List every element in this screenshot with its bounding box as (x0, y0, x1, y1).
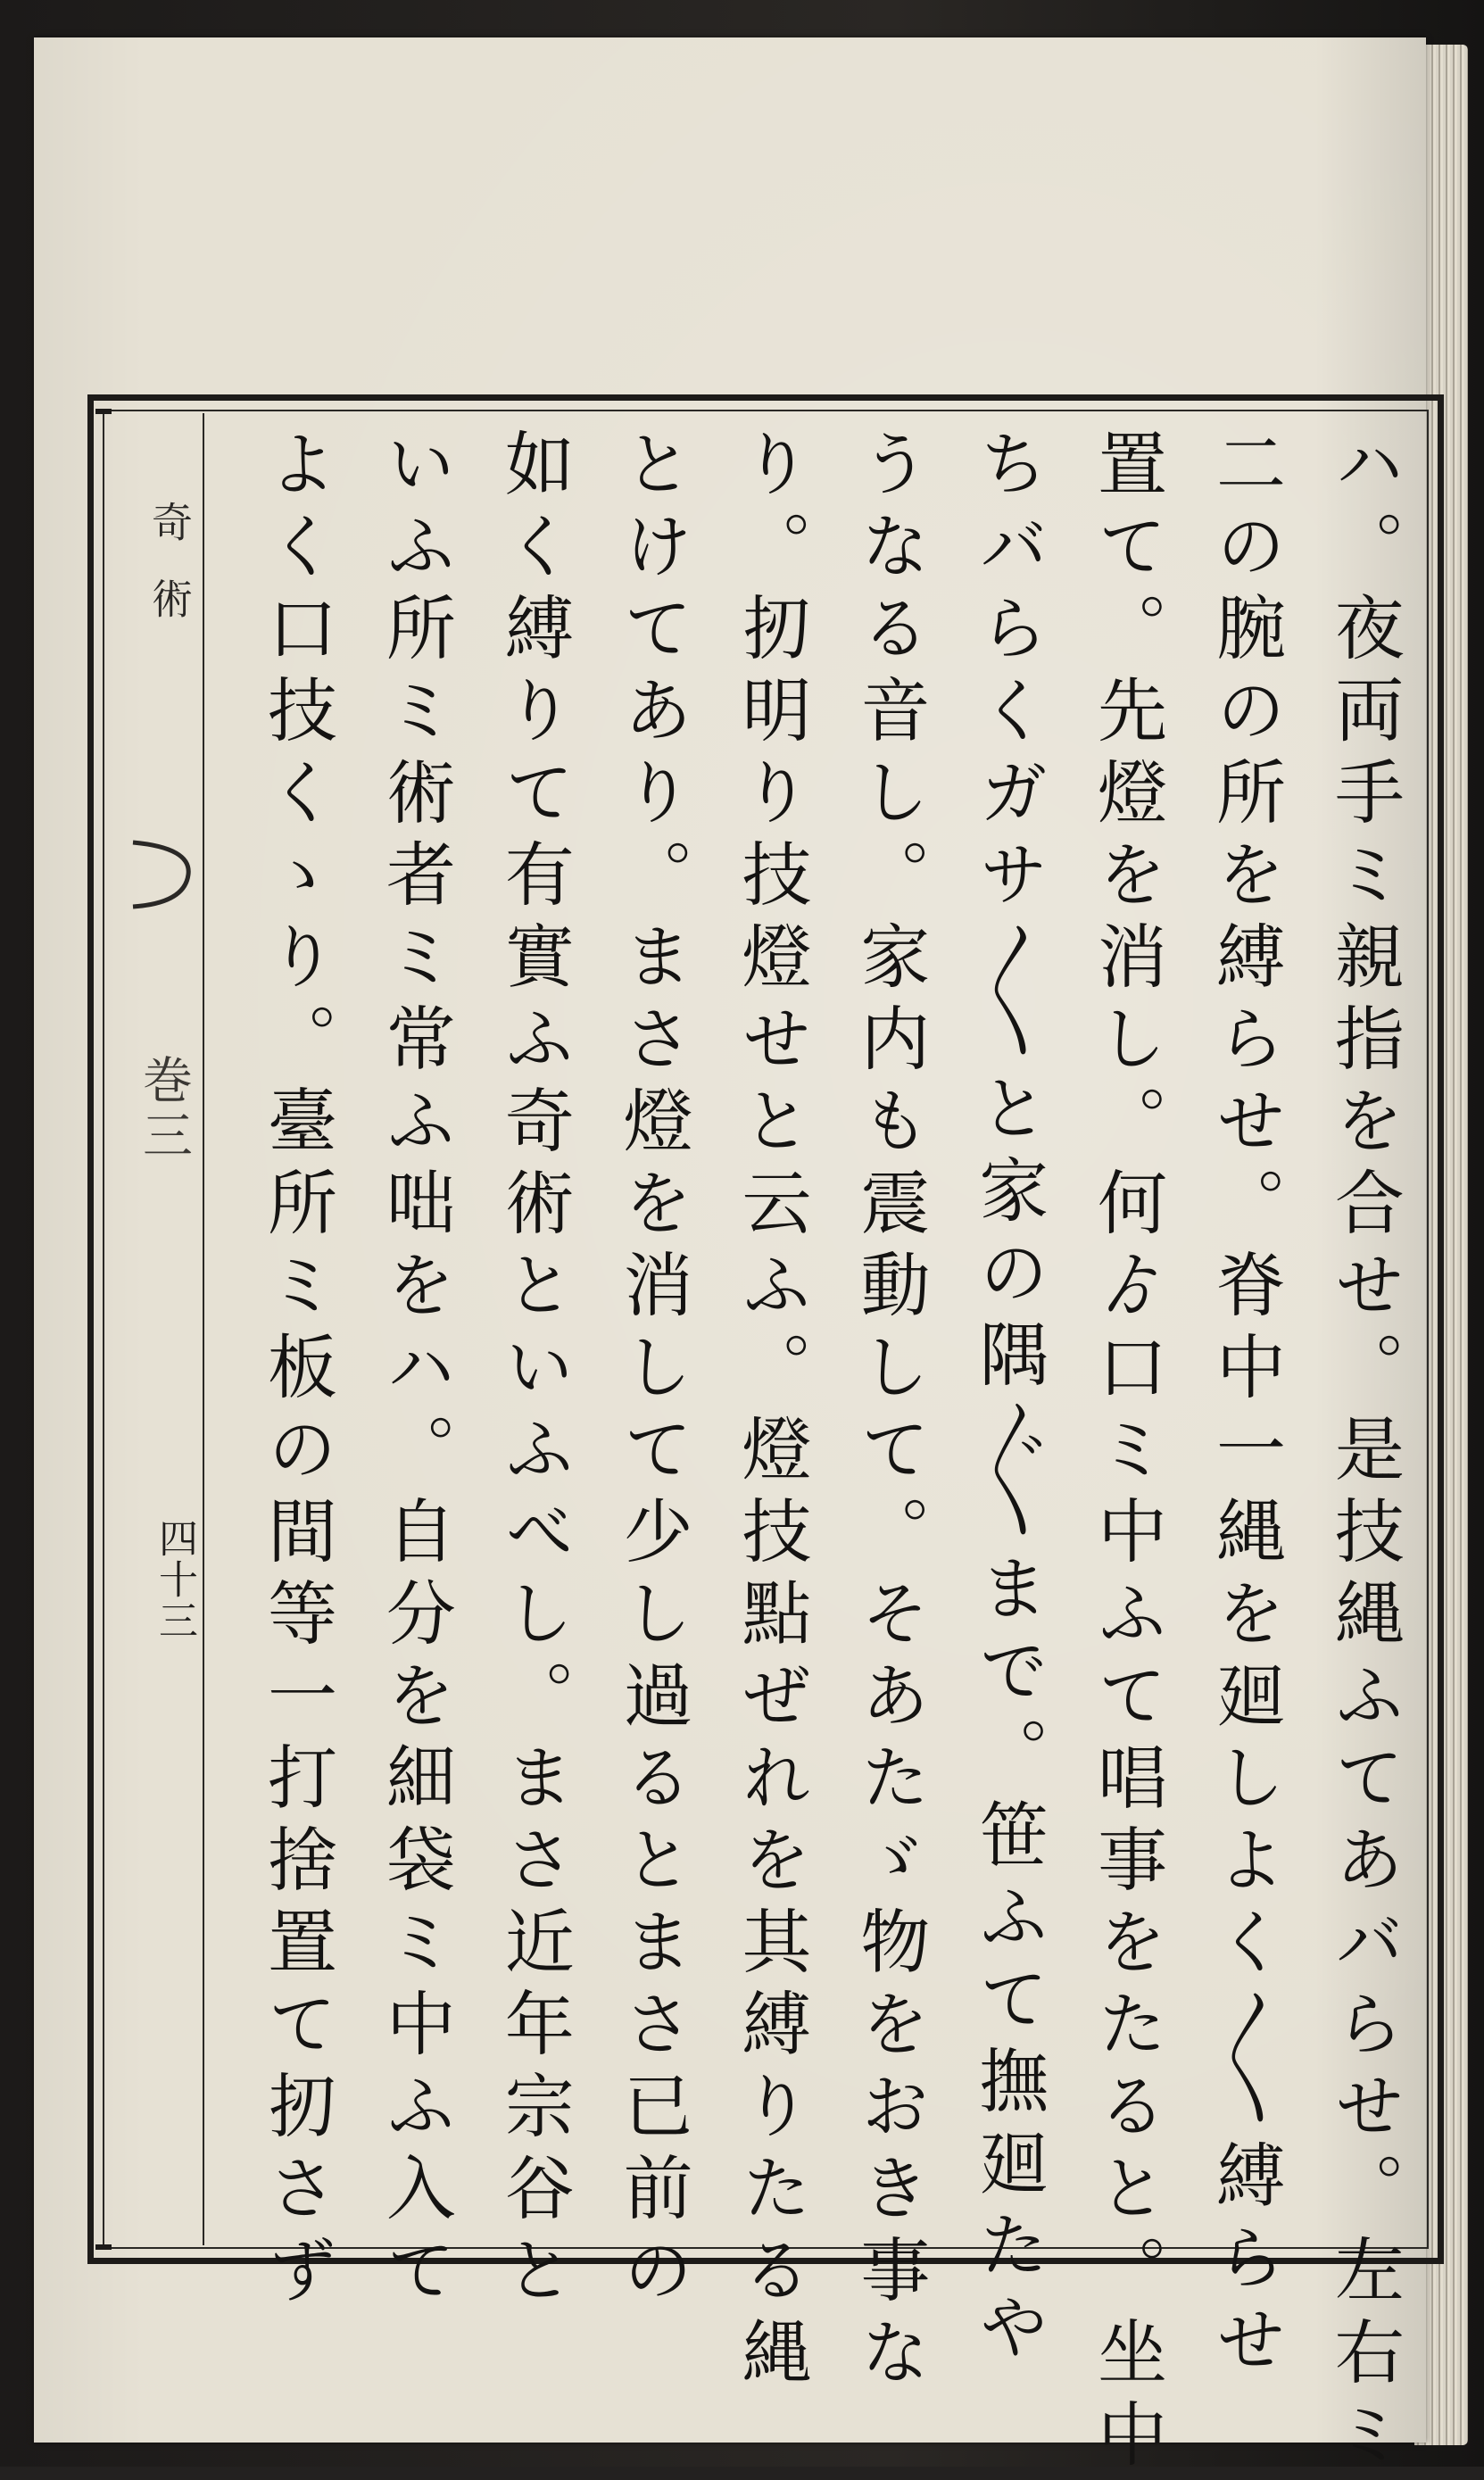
frame-tick-bottom (95, 2244, 112, 2250)
text-column: ちバらくガサ〳〵と家の隅〴〵まで。笹ふて撫廻たや (967, 427, 1049, 2373)
margin-volume: 巻三 (135, 1054, 193, 1165)
text-column: よく口技くゝり。臺所ミ板の間等一打捨置て扨さず (256, 427, 336, 2316)
text-frame-inner (103, 410, 1429, 2480)
text-column: り。扨明り技燈せと云ふ。燈技點ぜれを其縛りたる縄 (730, 427, 811, 2398)
book-page (34, 37, 1426, 2480)
page-number: 四十三 (152, 1518, 197, 1641)
text-column: とけてあり。まさ燈を消して少し過るとまさ已前の (611, 427, 692, 2316)
hanshin-rule (203, 413, 204, 2245)
text-column: 二の腕の所を縛らせ。脊中一縄を廻しよく〳〵縛らせ (1205, 427, 1285, 2385)
margin-book-title: 奇術 (145, 501, 194, 654)
fishtail-mark-icon (122, 835, 199, 912)
text-column: いふ所ミ術者ミ常ふ咄をハ。自分を細袋ミ中ふ入て (374, 427, 455, 2316)
text-frame (87, 394, 1444, 2480)
text-column: うなる音し。家内も震動して。そあたゞ物をおき事な (849, 427, 930, 2398)
text-column: ハ。夜両手ミ親指を合せ。是技縄ふてあバらせ。左右ミ (1322, 427, 1404, 2480)
text-column: 如く縛りて有實ふ奇術といふべし。まさ近年宗谷と (493, 427, 574, 2316)
text-column: 置て。先燈を消し。何ゟ口ミ中ふて唱事をたると。坐中 (1086, 427, 1167, 2480)
frame-tick-top (95, 409, 112, 414)
main-text-block (211, 427, 1411, 2480)
